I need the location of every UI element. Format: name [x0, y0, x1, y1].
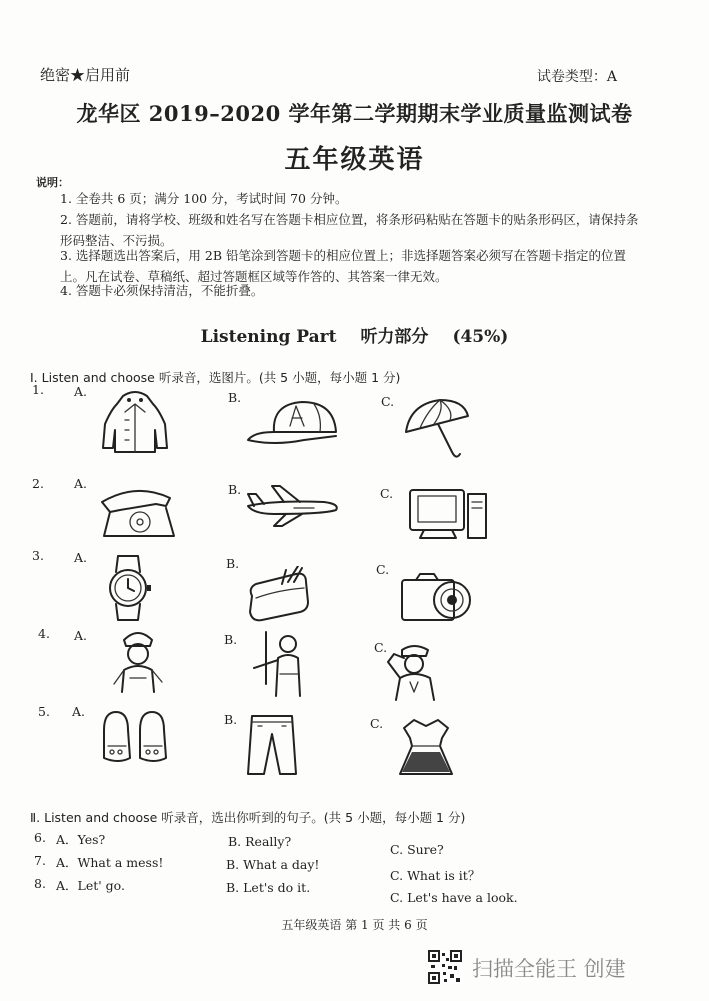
question-number: 3. [32, 548, 44, 563]
option-label: C. [370, 716, 384, 731]
answer-option[interactable]: B. What a day! [226, 857, 320, 872]
shoes-icon[interactable] [98, 706, 172, 766]
part-name-en: Listening Part [200, 327, 337, 347]
part-name-cn: 听力部分 [360, 327, 429, 347]
teacher-icon[interactable] [244, 628, 310, 700]
watch-icon[interactable] [98, 552, 158, 624]
raincoat-icon[interactable] [95, 390, 175, 456]
note-item: 1. 全卷共 6 页；满分 100 分，考试时间 70 分钟。 [60, 191, 348, 206]
option-label: B. [224, 712, 238, 727]
option-label: B. [224, 632, 238, 647]
answer-option[interactable]: B. Really? [228, 834, 292, 849]
answer-option[interactable]: A．Let' go. [56, 878, 125, 893]
trousers-icon[interactable] [244, 712, 300, 778]
question-number: 4. [38, 626, 50, 641]
airplane-icon[interactable] [244, 480, 344, 530]
note-item: 4. 答题卡必须保持清洁，不能折叠。 [60, 283, 264, 298]
question-number: 5. [38, 704, 50, 719]
option-label: A. [74, 384, 88, 399]
camera-icon[interactable] [398, 570, 476, 624]
police-officer-icon[interactable] [380, 640, 444, 704]
option-label: C. [380, 486, 394, 501]
question-number: 1. [32, 382, 44, 397]
option-label: B. [226, 556, 240, 571]
answer-option[interactable]: C. What is it？ [390, 868, 481, 883]
note-item: 2. 答题前，请将学校、班级和姓名写在答题卡相应位置，将条形码粘贴在答题卡的贴条形码区，请保持条形码整洁、不污损。 [60, 212, 639, 248]
option-label: A. [74, 628, 88, 643]
note-item: 3. 选择题选出答案后，用 2B 铅笔涂到答题卡的相应位置上；非选择题答案必须写在答题卡指定的位置上。凡在试卷、草稿纸、超过答题框区域等作答的、其答案一律无效。 [60, 248, 626, 284]
notes-heading: 说明： [36, 176, 69, 189]
confidential-mark: 绝密★启用前 [40, 66, 131, 84]
part-title [0, 322, 709, 347]
answer-option[interactable]: A．Yes? [56, 832, 106, 847]
answer-option[interactable]: A．What a mess! [56, 855, 164, 870]
telephone-icon[interactable] [96, 484, 180, 540]
option-label: A. [74, 476, 88, 491]
section1-instruction: Ⅰ. Listen and choose 听录音，选图片。(共 5 小题，每小题 1 分) [30, 370, 401, 385]
option-label: B. [228, 390, 242, 405]
answer-option[interactable]: C. Let's have a look. [390, 890, 518, 905]
option-label: A. [72, 704, 86, 719]
page-footer: 五年级英语 第 1 页 共 6 页 [281, 918, 428, 932]
exam-subtitle: 五年级英语 [284, 145, 425, 175]
question-number: 2. [32, 476, 44, 491]
option-label: C. [381, 394, 395, 409]
umbrella-icon[interactable] [400, 396, 472, 464]
option-label: C. [374, 640, 388, 655]
computer-icon[interactable] [404, 486, 490, 542]
section2-instruction: Ⅱ. Listen and choose 听录音，选出你听到的句子。(共 5 小题，每小题 1 分) [30, 810, 466, 825]
answer-option[interactable]: B. Let's do it. [226, 880, 311, 895]
scanner-watermark: 扫描全能王 创建 [472, 957, 626, 981]
question-number: 7. [34, 853, 46, 868]
question-number: 6. [34, 830, 46, 845]
pencil-case-icon[interactable] [244, 566, 314, 624]
question-number: 8. [34, 876, 46, 891]
nurse-icon[interactable] [110, 626, 166, 696]
part-weight: (45%) [452, 327, 509, 347]
option-label: A. [74, 550, 88, 565]
exam-title: 龙华区 2019–2020 学年第二学期期末学业质量监测试卷 [76, 101, 633, 126]
dress-icon[interactable] [396, 716, 456, 778]
option-label: B. [228, 482, 242, 497]
qr-code-icon [428, 950, 462, 984]
option-label: C. [376, 562, 390, 577]
cap-icon[interactable] [244, 396, 344, 452]
answer-option[interactable]: C. Sure? [390, 842, 444, 857]
paper-type: 试卷类型：A [536, 69, 617, 85]
